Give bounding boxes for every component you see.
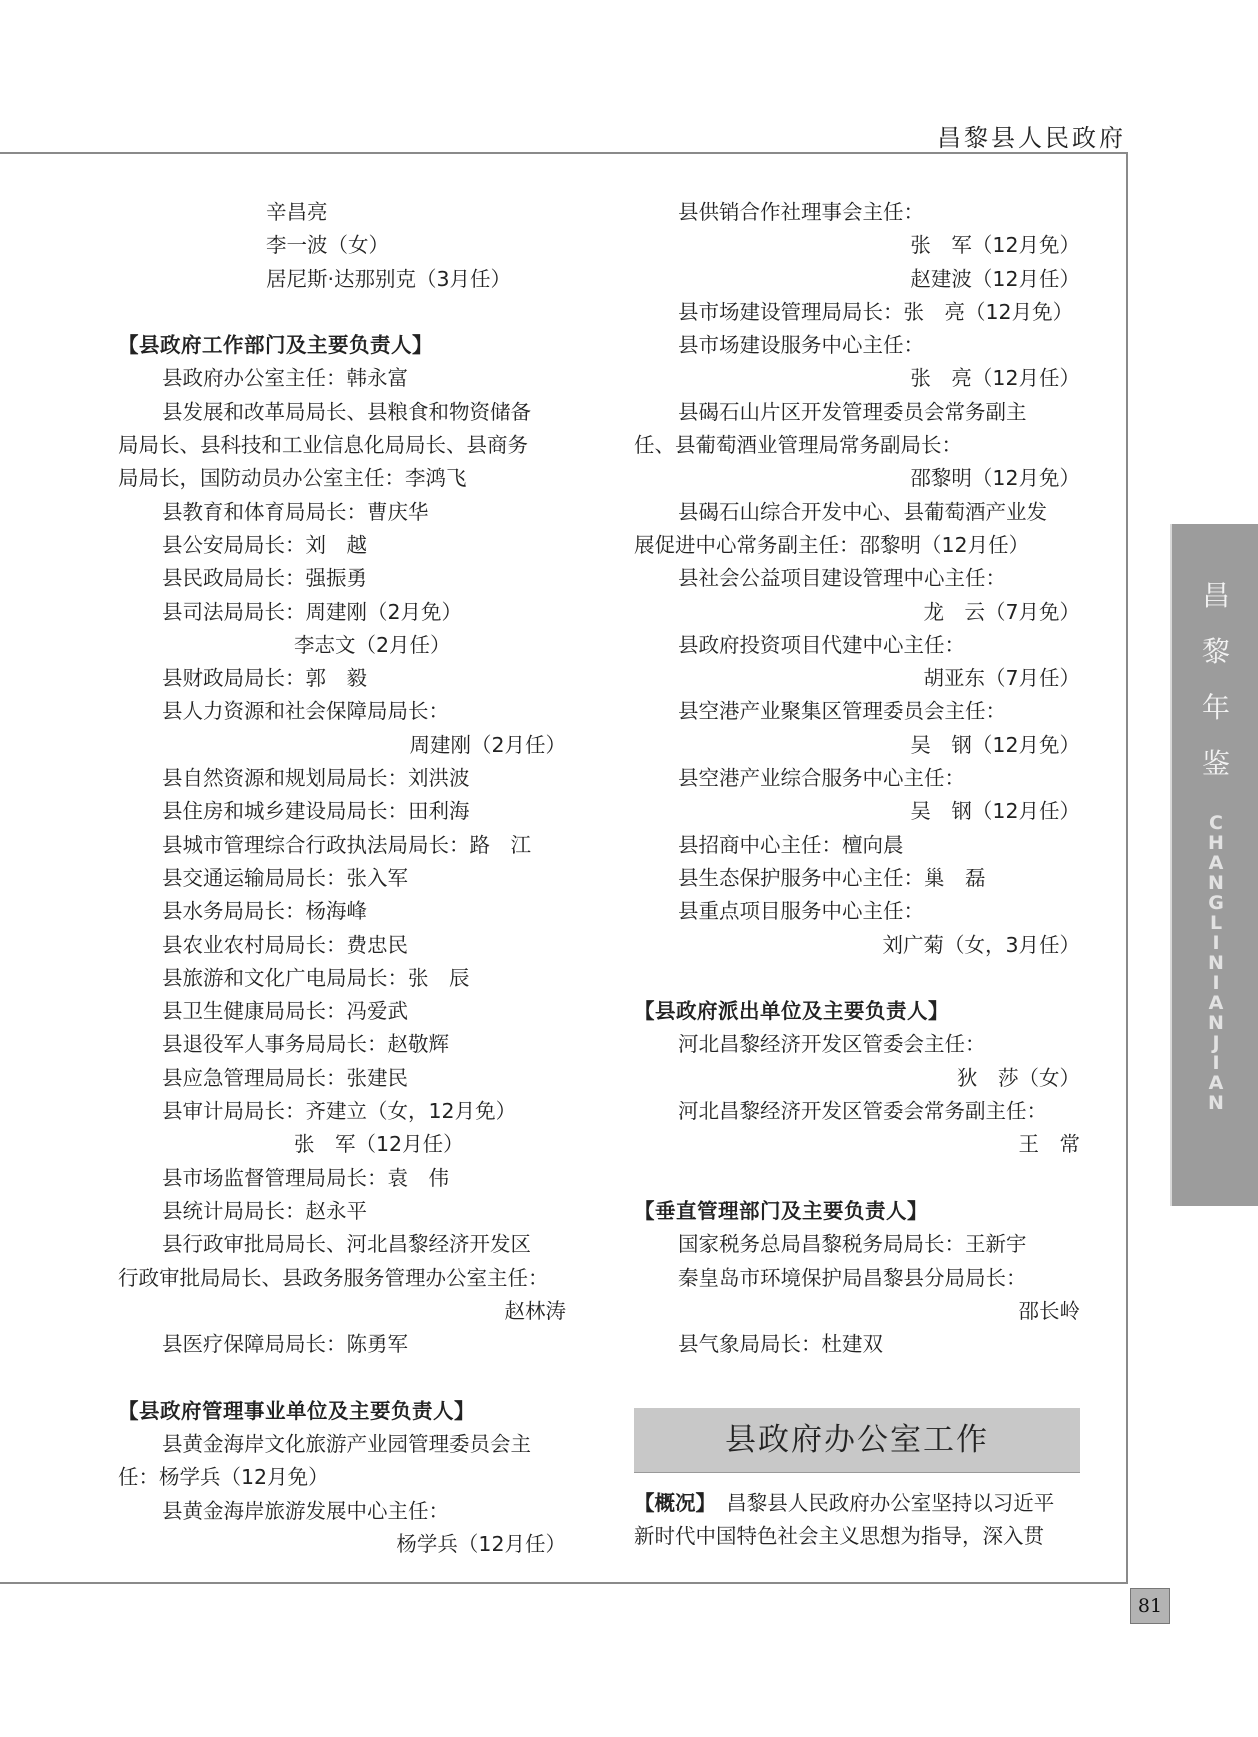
side-tab-en-char: G xyxy=(1208,892,1224,914)
side-tab-cn-char: 黎 xyxy=(1201,635,1230,668)
position-entry: 县空港产业聚集区管理委员会主任： xyxy=(678,699,1006,724)
position-entry: 县水务局局长：杨海峰 xyxy=(162,899,367,924)
appointee-name: 王 常 xyxy=(1018,1132,1080,1157)
appointee-name: 刘广菊（女，3月任） xyxy=(882,932,1080,957)
side-tab-en-char: A xyxy=(1208,1072,1224,1094)
position-entry: 县司法局局长：周建刚（2月免） xyxy=(162,599,463,624)
position-entry: 县生态保护服务中心主任：巢 磊 xyxy=(678,865,986,890)
member-name: 居尼斯·达那别克（3月任） xyxy=(266,266,512,291)
position-entry: 县医疗保障局局长：陈勇军 xyxy=(162,1332,408,1357)
appointee-name: 龙 云（7月免） xyxy=(923,599,1080,624)
position-entry: 秦皇岛市环境保护局昌黎县分局局长： xyxy=(678,1265,1027,1290)
position-entry: 县农业农村局局长：费忠民 xyxy=(162,932,408,957)
section-title: 县政府办公室工作 xyxy=(634,1408,1080,1473)
position-entry: 县教育和体育局局长：曹庆华 xyxy=(162,499,429,524)
position-entry: 县行政审批局局长、河北昌黎经济开发区 xyxy=(162,1232,531,1257)
member-name: 李一波（女） xyxy=(266,233,389,258)
position-entry-continued: 任、县葡萄酒业管理局常务副局长： xyxy=(634,433,962,458)
appointee-name: 张 亮（12月任） xyxy=(910,366,1080,391)
position-entry: 县重点项目服务中心主任： xyxy=(678,899,924,924)
position-entry: 县市场监督管理局局长：袁 伟 xyxy=(162,1165,449,1190)
appointee-name: 杨学兵（12月任） xyxy=(396,1531,566,1556)
appointee-name: 吴 钢（12月免） xyxy=(910,732,1080,757)
position-entry: 县公安局局长：刘 越 xyxy=(162,532,367,557)
overview-line-2: 新时代中国特色社会主义思想为指导，深入贯 xyxy=(634,1524,1044,1549)
position-continuation: 张 军（12月任） xyxy=(294,1132,464,1157)
position-entry: 县审计局局长：齐建立（女，12月免） xyxy=(162,1099,517,1124)
appointee-name: 邵黎明（12月免） xyxy=(910,466,1080,491)
page-number: 81 xyxy=(1130,1588,1170,1624)
overview-label: 【概况】 xyxy=(634,1491,706,1515)
side-tab-en-char: N xyxy=(1208,1092,1224,1114)
position-continuation: 李志文（2月任） xyxy=(294,632,451,657)
position-entry: 县政府投资项目代建中心主任： xyxy=(678,632,965,657)
position-entry: 县社会公益项目建设管理中心主任： xyxy=(678,566,1006,591)
appointee-name: 赵建波（12月任） xyxy=(910,266,1080,291)
position-entry: 县发展和改革局局长、县粮食和物资储备 xyxy=(162,399,531,424)
appointee-name: 张 军（12月免） xyxy=(910,233,1080,258)
position-entry: 县碣石山综合开发中心、县葡萄酒产业发 xyxy=(678,499,1047,524)
position-entry: 县气象局局长：杜建双 xyxy=(678,1332,883,1357)
side-tab-en-char: C xyxy=(1209,812,1223,834)
frame-right-rule xyxy=(1126,152,1128,1584)
overview-paragraph xyxy=(634,1487,1080,1554)
side-tab-cn-char: 年 xyxy=(1201,691,1230,724)
side-tab-en-char: A xyxy=(1208,852,1224,874)
position-entry: 县交通运输局局长：张入军 xyxy=(162,865,408,890)
frame-bottom-rule xyxy=(0,1582,1128,1584)
position-entry: 县市场建设服务中心主任： xyxy=(678,333,924,358)
position-entry: 县城市管理综合行政执法局局长：路 江 xyxy=(162,832,531,857)
side-tab-en-char: H xyxy=(1208,832,1224,854)
side-tab-cn-char: 昌 xyxy=(1201,579,1230,612)
position-entry-continued: 任：杨学兵（12月免） xyxy=(118,1465,329,1490)
position-entry: 县自然资源和规划局局长：刘洪波 xyxy=(162,766,470,791)
position-entry: 河北昌黎经济开发区管委会常务副主任： xyxy=(678,1099,1047,1124)
frame-top-rule xyxy=(0,152,1128,154)
side-tab-en-char: A xyxy=(1208,992,1224,1014)
position-entry: 县应急管理局局长：张建民 xyxy=(162,1065,408,1090)
side-tab-en-char: N xyxy=(1208,1012,1224,1034)
side-tab-en-char: I xyxy=(1212,932,1220,954)
position-entry: 县碣石山片区开发管理委员会常务副主 xyxy=(678,399,1027,424)
left-column xyxy=(118,196,566,1561)
position-entry: 县黄金海岸文化旅游产业园管理委员会主 xyxy=(162,1431,531,1456)
side-tab-en-char: L xyxy=(1209,912,1223,934)
position-entry: 县黄金海岸旅游发展中心主任： xyxy=(162,1498,449,1523)
appointee-name: 周建刚（2月任） xyxy=(409,732,566,757)
member-name: 辛昌亮 xyxy=(266,200,328,224)
position-entry-continued: 局局长、县科技和工业信息化局局长、县商务 xyxy=(118,433,528,458)
position-entry-continued: 局局长，国防动员办公室主任：李鸿飞 xyxy=(118,466,467,491)
spacer xyxy=(118,1361,566,1394)
position-entry: 县退役军人事务局局长：赵敬辉 xyxy=(162,1032,449,1057)
side-tab-en-char: N xyxy=(1208,872,1224,894)
overview-line-1: 昌黎县人民政府办公室坚持以习近平 xyxy=(705,1491,1055,1515)
position-entry: 县卫生健康局局长：冯爱武 xyxy=(162,999,408,1024)
appointee-name: 邵长岭 xyxy=(1018,1298,1080,1323)
right-column xyxy=(634,196,1080,1361)
section-heading: 【县政府派出单位及主要负责人】 xyxy=(634,999,949,1024)
position-entry: 县旅游和文化广电局局长：张 辰 xyxy=(162,965,470,990)
position-entry: 县政府办公室主任：韩永富 xyxy=(162,366,408,391)
section-heading: 【垂直管理部门及主要负责人】 xyxy=(634,1198,928,1223)
section-heading: 【县政府管理事业单位及主要负责人】 xyxy=(118,1398,475,1423)
side-tab-en-char: N xyxy=(1208,952,1224,974)
position-entry: 县招商中心主任：檀向晨 xyxy=(678,832,904,857)
position-entry-continued: 展促进中心常务副主任：邵黎明（12月任） xyxy=(634,532,1030,557)
spacer xyxy=(634,1162,1080,1195)
section-heading: 【县政府工作部门及主要负责人】 xyxy=(118,333,433,358)
position-entry: 县统计局局长：赵永平 xyxy=(162,1198,367,1223)
appointee-name: 狄 莎（女） xyxy=(957,1065,1080,1090)
position-entry: 县民政局局长：强振勇 xyxy=(162,566,367,591)
position-entry: 县供销合作社理事会主任： xyxy=(678,200,924,224)
appointee-name: 赵林涛 xyxy=(504,1298,566,1323)
position-entry: 县人力资源和社会保障局局长： xyxy=(162,699,449,724)
position-entry: 河北昌黎经济开发区管委会主任： xyxy=(678,1032,986,1057)
side-tab-en-char: I xyxy=(1212,1052,1220,1074)
side-tab-en-char: I xyxy=(1212,972,1220,994)
side-tab xyxy=(1170,524,1258,1206)
running-head: 昌黎县人民政府 xyxy=(937,124,1126,152)
position-entry: 县住房和城乡建设局局长：田利海 xyxy=(162,799,470,824)
position-entry: 县财政局局长：郭 毅 xyxy=(162,666,367,691)
position-entry: 国家税务总局昌黎税务局局长：王新宇 xyxy=(678,1232,1027,1257)
position-entry-continued: 行政审批局局长、县政务服务管理办公室主任： xyxy=(118,1265,549,1290)
spacer xyxy=(118,296,566,329)
appointee-name: 吴 钢（12月任） xyxy=(910,799,1080,824)
appointee-name: 胡亚东（7月任） xyxy=(923,666,1080,691)
spacer xyxy=(634,962,1080,995)
side-tab-cn-char: 鉴 xyxy=(1201,747,1230,780)
position-entry: 县市场建设管理局局长：张 亮（12月免） xyxy=(678,299,1074,324)
side-tab-en-char: J xyxy=(1212,1032,1220,1054)
position-entry: 县空港产业综合服务中心主任： xyxy=(678,766,965,791)
